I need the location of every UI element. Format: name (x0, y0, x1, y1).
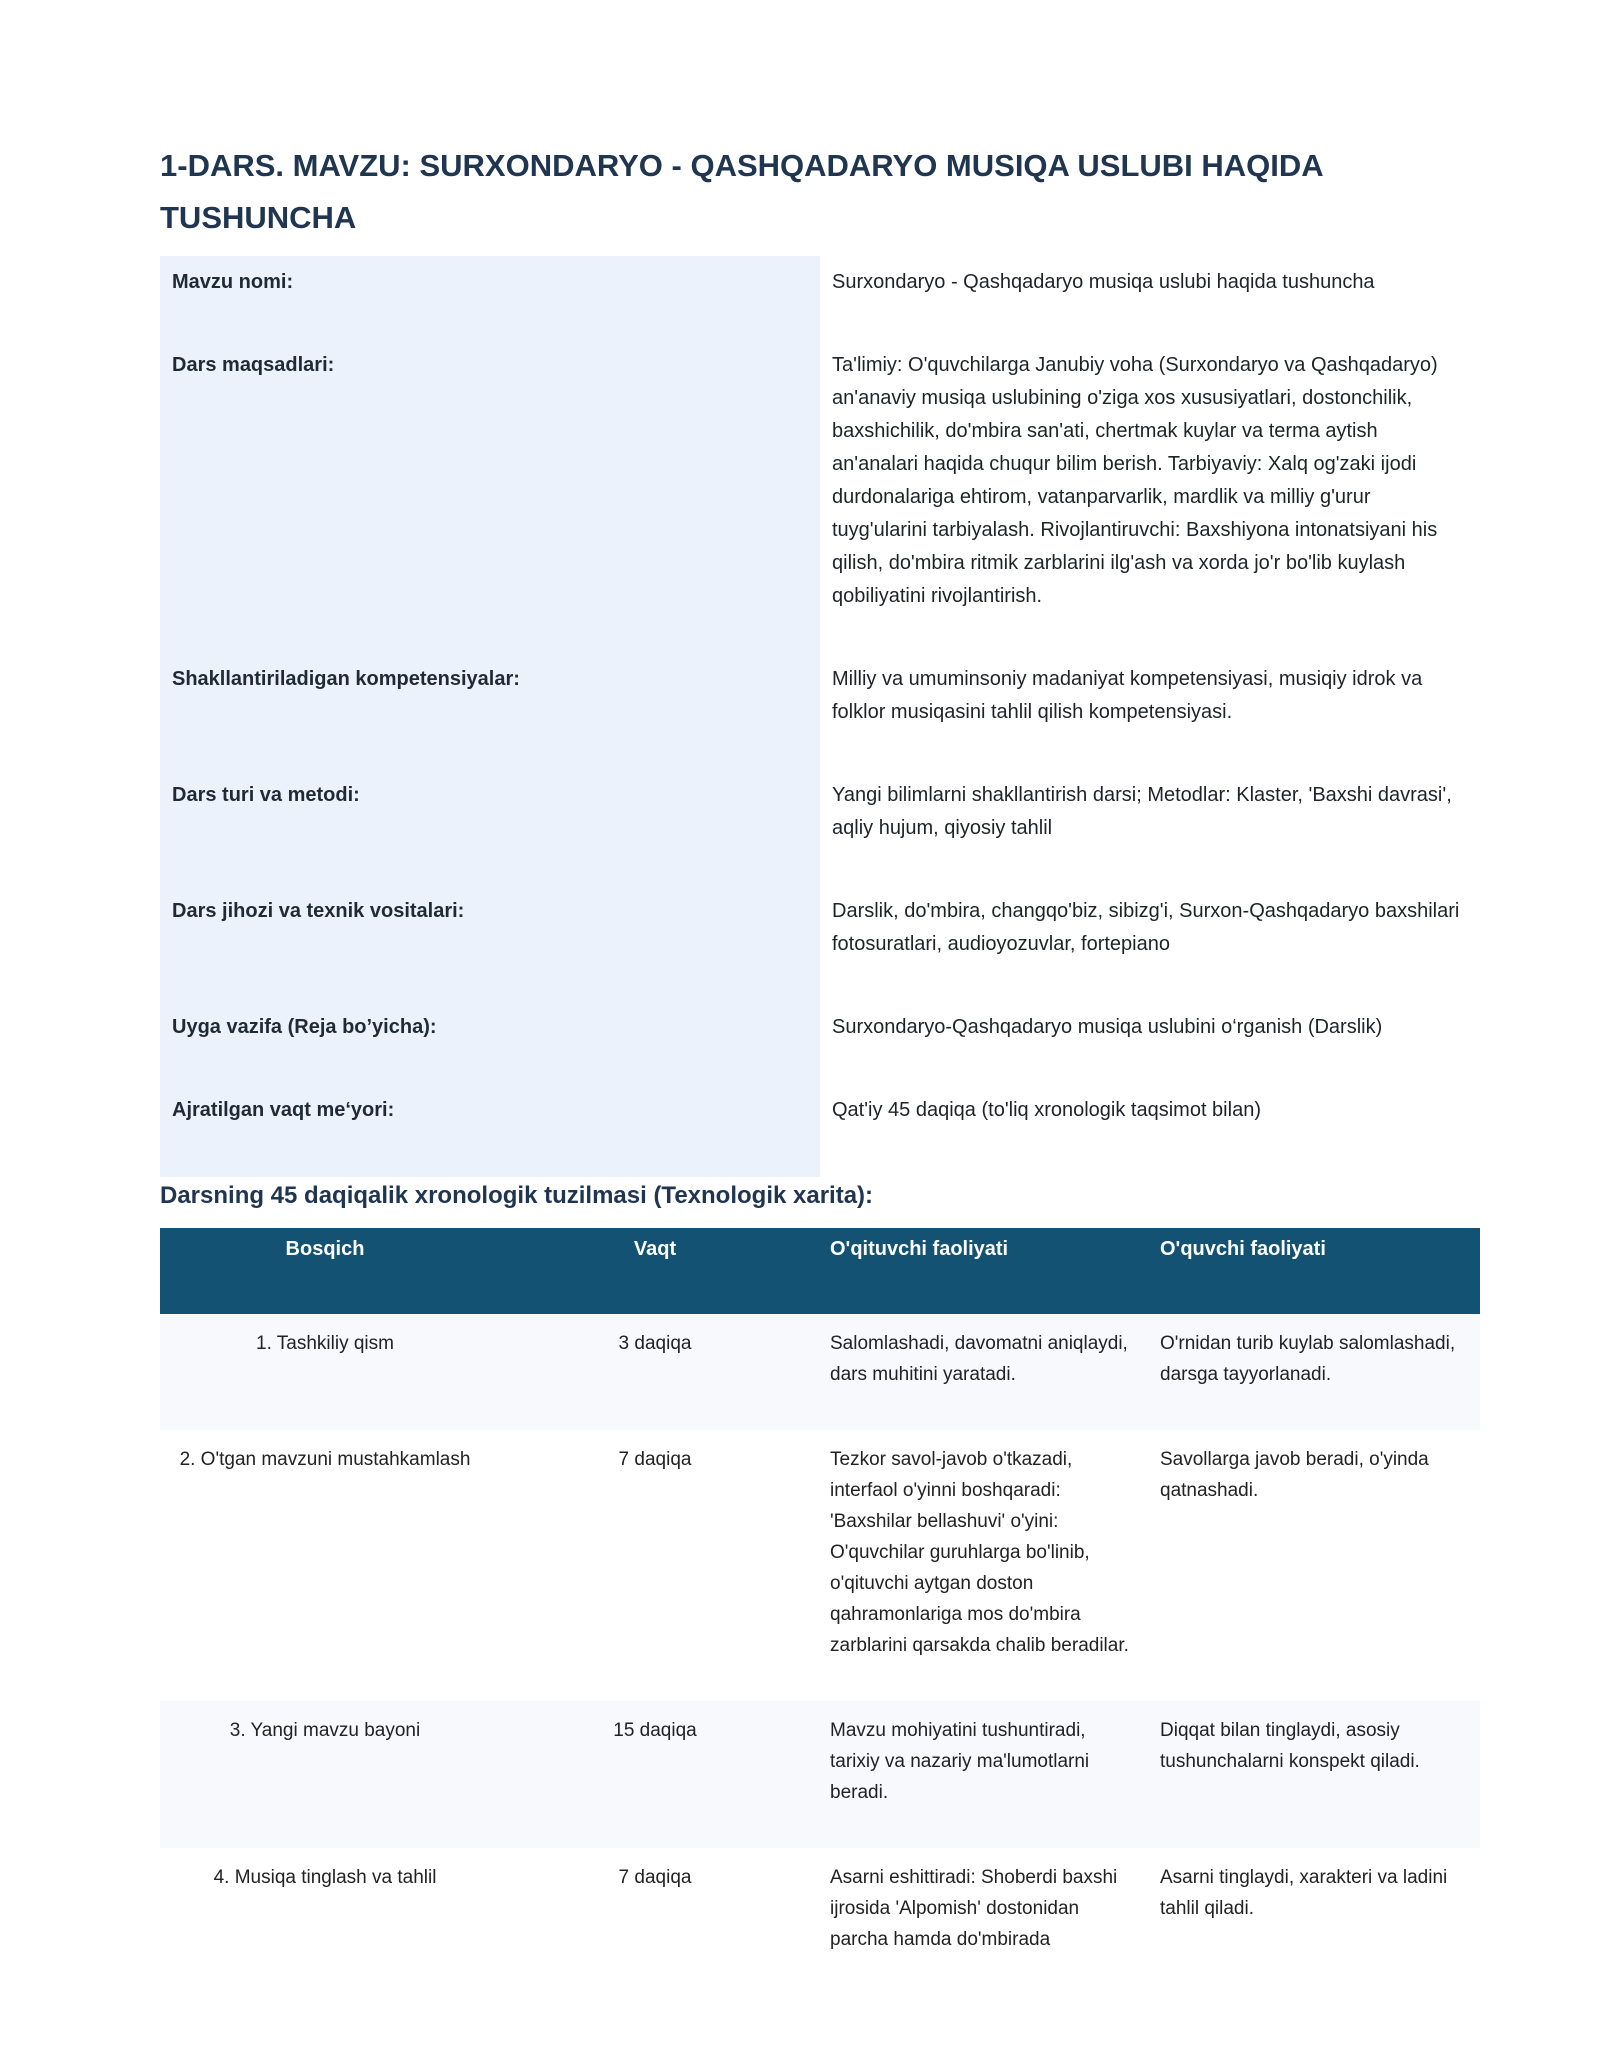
header-time: Vaqt (490, 1228, 820, 1314)
row-stage: 3. Yangi mavzu bayoni (160, 1701, 490, 1848)
info-value-time: Qat'iy 45 daqiqa (to'liq xronologik taqsimot bilan) (832, 1099, 1261, 1121)
row-teacher-activity: Asarni eshittiradi: Shoberdi baxshi ijrosida 'Alpomish' dostonidan parcha hamda do'mbirada (830, 1867, 1118, 1950)
row-student-activity: Diqqat bilan tinglaydi, asosiy tushunchalarni konspekt qiladi. (1150, 1701, 1480, 1848)
info-value-goals: Ta'limiy: O'quvchilarga Janubiy voha (Surxondaryo va Qashqadaryo) an'anaviy musiqa uslubining o'ziga xos xususiyatlari, dostonchilik, baxshichilik, do'mbira san'ati, chertmak kuylar va terma aytish an'analari haqida chuqur bilim berish. Tarbiyaviy: Xalq og'zaki ijodi durdonalariga ehtirom, vatanparvarlik, mardlik va milliy g'urur tuyg'ularini tarbiyalash. Rivojlantiruvchi: Baxshiyona intonatsiyani his qilish, do'mbira ritmik zarblarini ilg'ash va xorda jo'r bo'lib kuylash qobiliyatini rivojlantirish. (832, 354, 1438, 607)
header-stage: Bosqich (160, 1228, 490, 1314)
info-value-method: Yangi bilimlarni shakllantirish darsi; Metodlar: Klaster, 'Baxshi davrasi', aqliy hujum, qiyosiy tahlil (832, 784, 1452, 839)
info-value-topic: Surxondaryo - Qashqadaryo musiqa uslubi haqida tushuncha (832, 271, 1375, 293)
table-row (160, 1430, 1480, 1701)
row-teacher-activity: Mavzu mohiyatini tushuntiradi, tarixiy va nazariy ma'lumotlarni beradi. (820, 1701, 1150, 1848)
info-label-time: Ajratilgan vaqt me‘yori: (160, 1084, 820, 1177)
row-time: 15 daqiqa (490, 1701, 820, 1848)
row-time: 3 daqiqa (490, 1314, 820, 1430)
info-label-topic: Mavzu nomi: (160, 256, 820, 339)
page-title: 1-DARS. MAVZU: SURXONDARYO - QASHQADARYO MUSIQA USLUBI HAQIDA TUSHUNCHA (160, 148, 1323, 235)
row-student-activity: O'rnidan turib kuylab salomlashadi, darsga tayyorlanadi. (1150, 1314, 1480, 1430)
info-label-homework: Uyga vazifa (Reja bo’yicha): (160, 1001, 820, 1084)
table-row (160, 1848, 1480, 1995)
row-stage: 2. O'tgan mavzuni mustahkamlash (179, 1449, 471, 1470)
row-time: 7 daqiqa (618, 1867, 692, 1888)
row-teacher-activity: Tezkor savol-javob o'tkazadi, interfaol o'yinni boshqaradi: 'Baxshilar bellashuvi' o'yini: O'quvchilar guruhlarga bo'linib, o'qituvchi aytgan doston qahramonlariga mos do'mbira zarblarini qarsakda chalib beradilar. (830, 1449, 1129, 1656)
info-label-method: Dars turi va metodi: (160, 769, 820, 885)
header-student: O'quvchi faoliyati (1150, 1228, 1480, 1314)
table-row (160, 1314, 1480, 1430)
info-value-competencies: Milliy va umuminsoniy madaniyat kompetensiyasi, musiqiy idrok va folklor musiqasini tahlil qilish kompetensiyasi. (832, 668, 1423, 723)
lesson-info-table (160, 256, 1480, 1177)
info-label-competencies: Shakllantiriladigan kompetensiyalar: (160, 653, 820, 769)
row-time: 7 daqiqa (618, 1449, 692, 1470)
row-teacher-activity: Salomlashadi, davomatni aniqlaydi, dars muhitini yaratadi. (820, 1314, 1150, 1430)
info-label-goals: Dars maqsadlari: (160, 339, 820, 653)
row-student-activity: Savollarga javob beradi, o'yinda qatnashadi. (1160, 1449, 1429, 1501)
table-row (160, 1701, 1480, 1848)
info-value-homework: Surxondaryo-Qashqadaryo musiqa uslubini o‘rganish (Darslik) (832, 1016, 1383, 1038)
row-student-activity: Asarni tinglaydi, xarakteri va ladini tahlil qiladi. (1160, 1867, 1448, 1919)
row-stage: 4. Musiqa tinglash va tahlil (213, 1867, 437, 1888)
schedule-header-row (160, 1228, 1480, 1314)
info-value-equipment: Darslik, do'mbira, changqo'biz, sibizg'i, Surxon-Qashqadaryo baxshilari fotosuratlari, audioyozuvlar, fortepiano (832, 900, 1460, 955)
header-teacher: O'qituvchi faoliyati (820, 1228, 1150, 1314)
row-stage: 1. Tashkiliy qism (160, 1314, 490, 1430)
schedule-title: Darsning 45 daqiqalik xronologik tuzilmasi (Texnologik xarita): (160, 1182, 874, 1209)
info-label-equipment: Dars jihozi va texnik vositalari: (160, 885, 820, 1001)
schedule-table (160, 1228, 1480, 1995)
